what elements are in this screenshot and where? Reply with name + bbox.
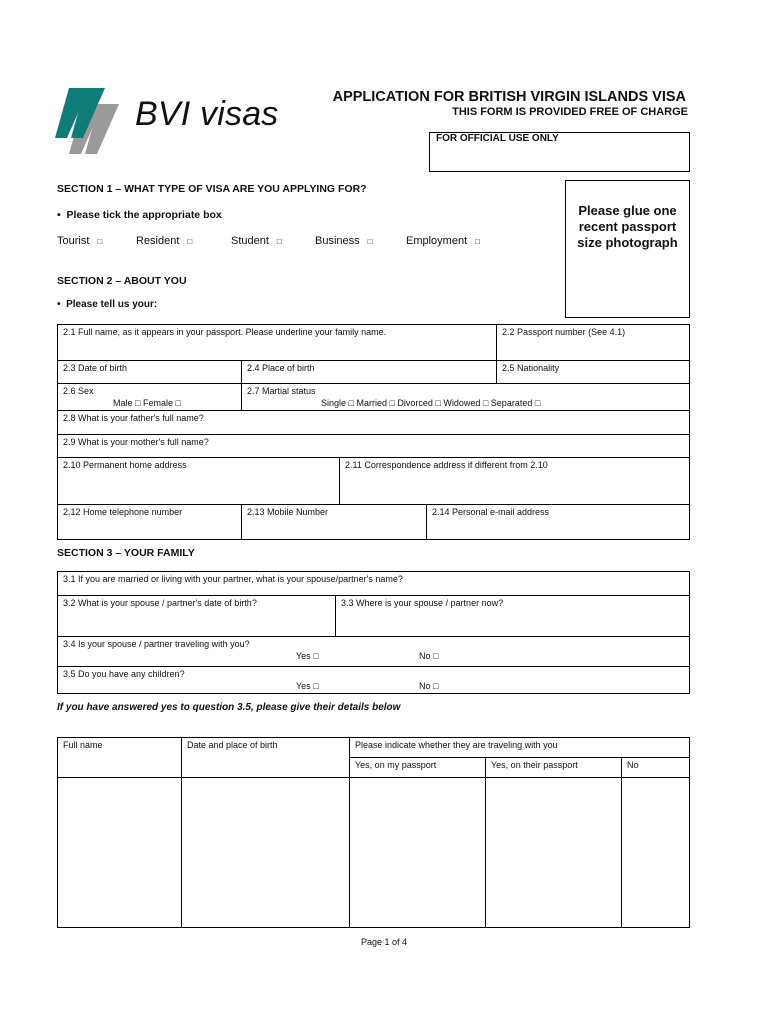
children-note: If you have answered yes to question 3.5, please give their details below <box>57 702 401 713</box>
field-spouse-traveling[interactable]: 3.4 Is your spouse / partner traveling with you? Yes □ No □ <box>58 637 690 667</box>
child-yes-their-cell[interactable] <box>486 778 622 928</box>
visa-option-resident[interactable]: Resident □ <box>136 235 193 247</box>
field-spouse-location[interactable]: 3.3 Where is your spouse / partner now? <box>336 596 690 637</box>
section1-heading: SECTION 1 – WHAT TYPE OF VISA ARE YOU APPLYING FOR? <box>57 183 367 195</box>
page-number: Page 1 of 4 <box>360 937 408 947</box>
spouse-no-checkbox[interactable]: No □ <box>419 651 439 661</box>
field-home-address[interactable]: 2.10 Permanent home address <box>58 458 340 505</box>
col-full-name: Full name <box>58 738 182 778</box>
visa-option-student[interactable]: Student □ <box>231 235 282 247</box>
student-checkbox[interactable]: □ <box>276 237 282 246</box>
col-date-place-birth: Date and place of birth <box>182 738 350 778</box>
official-use-box <box>429 132 690 172</box>
official-use-label: FOR OFFICIAL USE ONLY <box>436 133 559 144</box>
field-place-of-birth[interactable]: 2.4 Place of birth <box>242 361 497 384</box>
field-full-name[interactable]: 2.1 Full name, as it appears in your passport. Please underline your family name. <box>58 325 497 361</box>
business-checkbox[interactable]: □ <box>367 237 373 246</box>
tourist-checkbox[interactable]: □ <box>97 237 103 246</box>
field-marital-status[interactable]: 2.7 Martial status Single □ Married □ Divorced □ Widowed □ Separated □ <box>242 384 690 411</box>
field-home-telephone[interactable]: 2.12 Home telephone number <box>58 505 242 540</box>
sex-options[interactable]: Male □ Female □ <box>113 398 181 408</box>
field-correspondence-address[interactable]: 2.11 Correspondence address if different from 2.10 <box>340 458 690 505</box>
section3-heading: SECTION 3 – YOUR FAMILY <box>57 547 195 559</box>
field-spouse-dob[interactable]: 3.2 What is your spouse / partner's date of birth? <box>58 596 336 637</box>
visa-option-business[interactable]: Business □ <box>315 235 373 247</box>
section1-instruction: • Please tick the appropriate box <box>57 209 222 221</box>
col-yes-my-passport: Yes, on my passport <box>350 758 486 778</box>
field-mobile-number[interactable]: 2.13 Mobile Number <box>242 505 427 540</box>
field-spouse-name[interactable]: 3.1 If you are married or living with your partner, what is your spouse/partner's name? <box>58 572 690 596</box>
field-nationality[interactable]: 2.5 Nationality <box>497 361 690 384</box>
col-yes-their-passport: Yes, on their passport <box>486 758 622 778</box>
field-passport-number[interactable]: 2.2 Passport number (See 4.1) <box>497 325 690 361</box>
form-title: APPLICATION FOR BRITISH VIRGIN ISLANDS VISA <box>332 89 686 105</box>
child-dob-cell[interactable] <box>182 778 350 928</box>
family-table <box>57 571 690 694</box>
resident-checkbox[interactable]: □ <box>187 237 193 246</box>
col-no: No <box>622 758 690 778</box>
about-you-table <box>57 324 690 540</box>
photo-box[interactable] <box>565 180 690 318</box>
col-traveling: Please indicate whether they are traveling with you <box>350 738 690 758</box>
child-full-name-cell[interactable] <box>58 778 182 928</box>
section2-instruction: • Please tell us your: <box>57 299 158 310</box>
section2-heading: SECTION 2 – ABOUT YOU <box>57 275 187 287</box>
brand-name: BVI visas <box>135 95 279 133</box>
children-table <box>57 737 690 928</box>
visa-option-tourist[interactable]: Tourist □ <box>57 235 103 247</box>
field-mother-name[interactable]: 2.9 What is your mother's full name? <box>58 435 690 458</box>
children-yes-checkbox[interactable]: Yes □ <box>296 681 319 691</box>
form-subtitle: THIS FORM IS PROVIDED FREE OF CHARGE <box>452 106 688 118</box>
field-email[interactable]: 2.14 Personal e-mail address <box>427 505 690 540</box>
child-no-cell[interactable] <box>622 778 690 928</box>
child-yes-my-cell[interactable] <box>350 778 486 928</box>
field-date-of-birth[interactable]: 2.3 Date of birth <box>58 361 242 384</box>
employment-checkbox[interactable]: □ <box>475 237 480 246</box>
spouse-yes-checkbox[interactable]: Yes □ <box>296 651 319 661</box>
visa-option-employment[interactable]: Employment □ <box>406 235 480 247</box>
marital-options[interactable]: Single □ Married □ Divorced □ Widowed □ Separated □ <box>321 398 541 408</box>
photo-box-label: Please glue one recent passport size photograph <box>577 203 678 250</box>
bvi-logo-icon <box>55 88 127 158</box>
field-father-name[interactable]: 2.8 What is your father's full name? <box>58 411 690 435</box>
field-sex[interactable]: 2.6 Sex Male □ Female □ <box>58 384 242 411</box>
field-children[interactable]: 3.5 Do you have any children? Yes □ No □ <box>58 667 690 694</box>
children-no-checkbox[interactable]: No □ <box>419 681 439 691</box>
